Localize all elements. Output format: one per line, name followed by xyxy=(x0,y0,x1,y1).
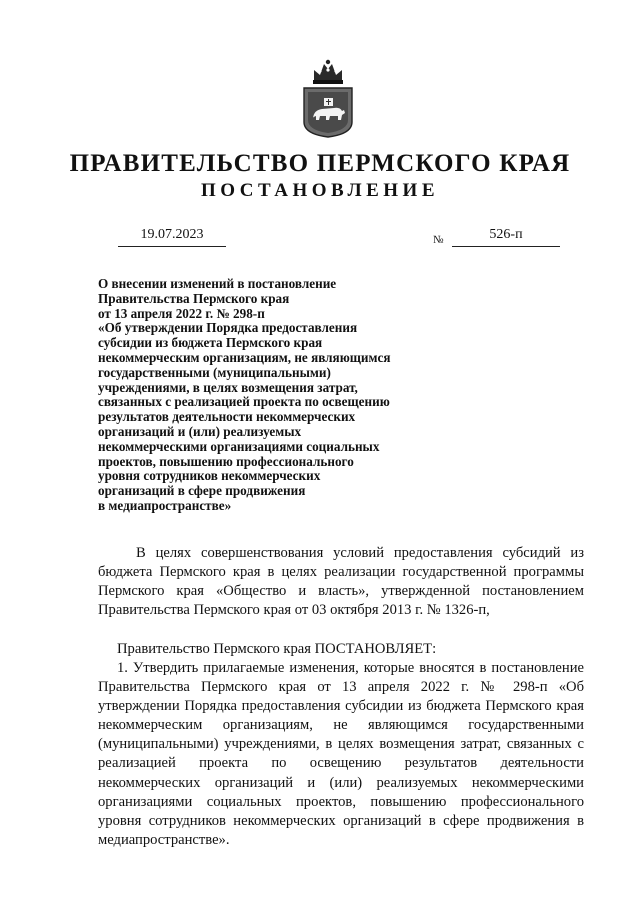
subject-line: в медиапространстве» xyxy=(98,497,232,513)
resolves-paragraph: Правительство Пермского края ПОСТАНОВЛЯЕТ: xyxy=(117,641,437,657)
coat-of-arms-icon xyxy=(300,58,356,138)
document-number: 526-п xyxy=(452,226,560,247)
subject-line: некоммерческим организациям, не являющимся xyxy=(98,349,391,365)
subject-line: уровня сотрудников некоммерческих xyxy=(98,468,321,484)
preamble-paragraph: В целях совершенствования условий предоставления субсидий из бюджета Пермского края в целях реализации государственной программы Пермского края «Общество и власть», утвержденной постановлением Правительства Пермского края от 03 октября 2013 г. № 1326-п, xyxy=(98,545,584,619)
subject-line: результатов деятельности некоммерческих xyxy=(98,409,356,425)
crown-icon xyxy=(313,60,343,84)
subject-line: некоммерческими организациями социальных xyxy=(98,438,380,454)
subject-line: учреждениями, в целях возмещения затрат, xyxy=(98,379,358,395)
subject-line: Правительства Пермского края xyxy=(98,290,290,306)
subject-line: от 13 апреля 2022 г. № 298-п xyxy=(98,305,265,321)
document-subject xyxy=(98,276,391,514)
subject-line: «Об утверждении Порядка предоставления xyxy=(98,320,358,336)
subject-line: проектов, повышению профессионального xyxy=(98,453,354,469)
subject-line: связанных с реализацией проекта по освещению xyxy=(98,394,390,410)
item-1-paragraph: 1. Утвердить прилагаемые изменения, которые вносятся в постановление Правительства Пермского края от 13 апреля 2022 г. № 298-п «Об утверждении Порядка предоставления субсидии из бюджета Пермского края некоммерческим организациям, не являющимся государственными (муниципальными) учреждениями, в целях возмещения затрат, связанных с реализацией проекта по освещению результатов деятельности некоммерческих организаций и (или) реализуемых некоммерческими организациями социальных проектов, повышению профессионального уровня сотрудников некоммерческих организаций в сфере продвижения в медиапространстве». xyxy=(98,660,584,848)
subject-line: организаций в сфере продвижения xyxy=(98,483,306,499)
document-type: ПОСТАНОВЛЕНИЕ xyxy=(200,180,440,201)
subject-line: субсидии из бюджета Пермского края xyxy=(98,335,323,351)
subject-line: организаций и (или) реализуемых xyxy=(98,423,302,439)
number-label: № xyxy=(433,234,444,246)
government-title: ПРАВИТЕЛЬСТВО ПЕРМСКОГО КРАЯ xyxy=(69,150,571,177)
subject-line: государственными (муниципальными) xyxy=(98,364,331,380)
subject-line: О внесении изменений в постановление xyxy=(98,276,337,291)
document-date: 19.07.2023 xyxy=(118,226,226,247)
